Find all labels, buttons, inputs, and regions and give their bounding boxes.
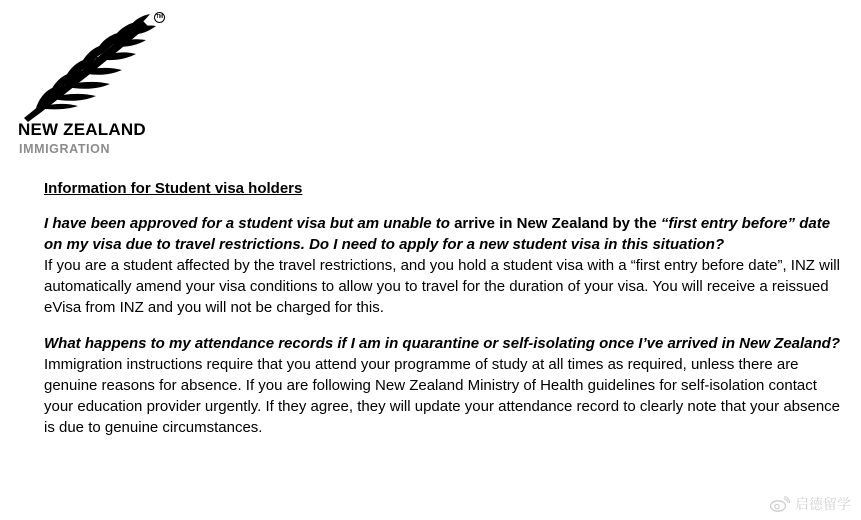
question-1 [44, 213, 844, 255]
logo-title: NEW ZEALAND [18, 120, 146, 139]
question-1-part-2: arrive in New Zealand by the [454, 215, 661, 232]
watermark-text: 启德留学 [795, 497, 851, 513]
trademark-symbol: TM [154, 12, 165, 23]
answer-1: If you are a student affected by the travel restrictions, and you hold a student visa with a “first entry before date”, INZ will automatically amend your visa conditions to allow you to travel for the duration of your visa. You will receive a reissued eVisa from INZ and you will not be charged for this. [44, 257, 840, 316]
question-1-part-1: I have been approved for a student visa but am unable to [44, 215, 455, 232]
document-heading: Information for Student visa holders [44, 180, 303, 197]
question-1-part-4: date on my visa due to travel restrictions. Do I need to apply for a new student visa in this situation? [44, 215, 831, 253]
document-body [44, 178, 844, 453]
weibo-icon [770, 496, 790, 512]
nz-immigration-logo [18, 8, 188, 158]
silver-fern-icon [22, 10, 172, 122]
watermark [770, 494, 851, 514]
answer-2: Immigration instructions require that you attend your programme of study at all times as required, unless there are genuine reasons for absence. If you are following New Zealand Ministry of Health guidelines for self-isolation contact your education provider urgently. If they agree, they will update your attendance record to clearly note that your absence is due to genuine circumstances. [44, 356, 841, 436]
logo-subtitle: IMMIGRATION [19, 142, 111, 156]
question-1-part-3: “first entry before” [660, 215, 796, 232]
question-2: What happens to my attendance records if I am in quarantine or self-isolating once I’ve arrived in New Zealand? [44, 335, 841, 352]
